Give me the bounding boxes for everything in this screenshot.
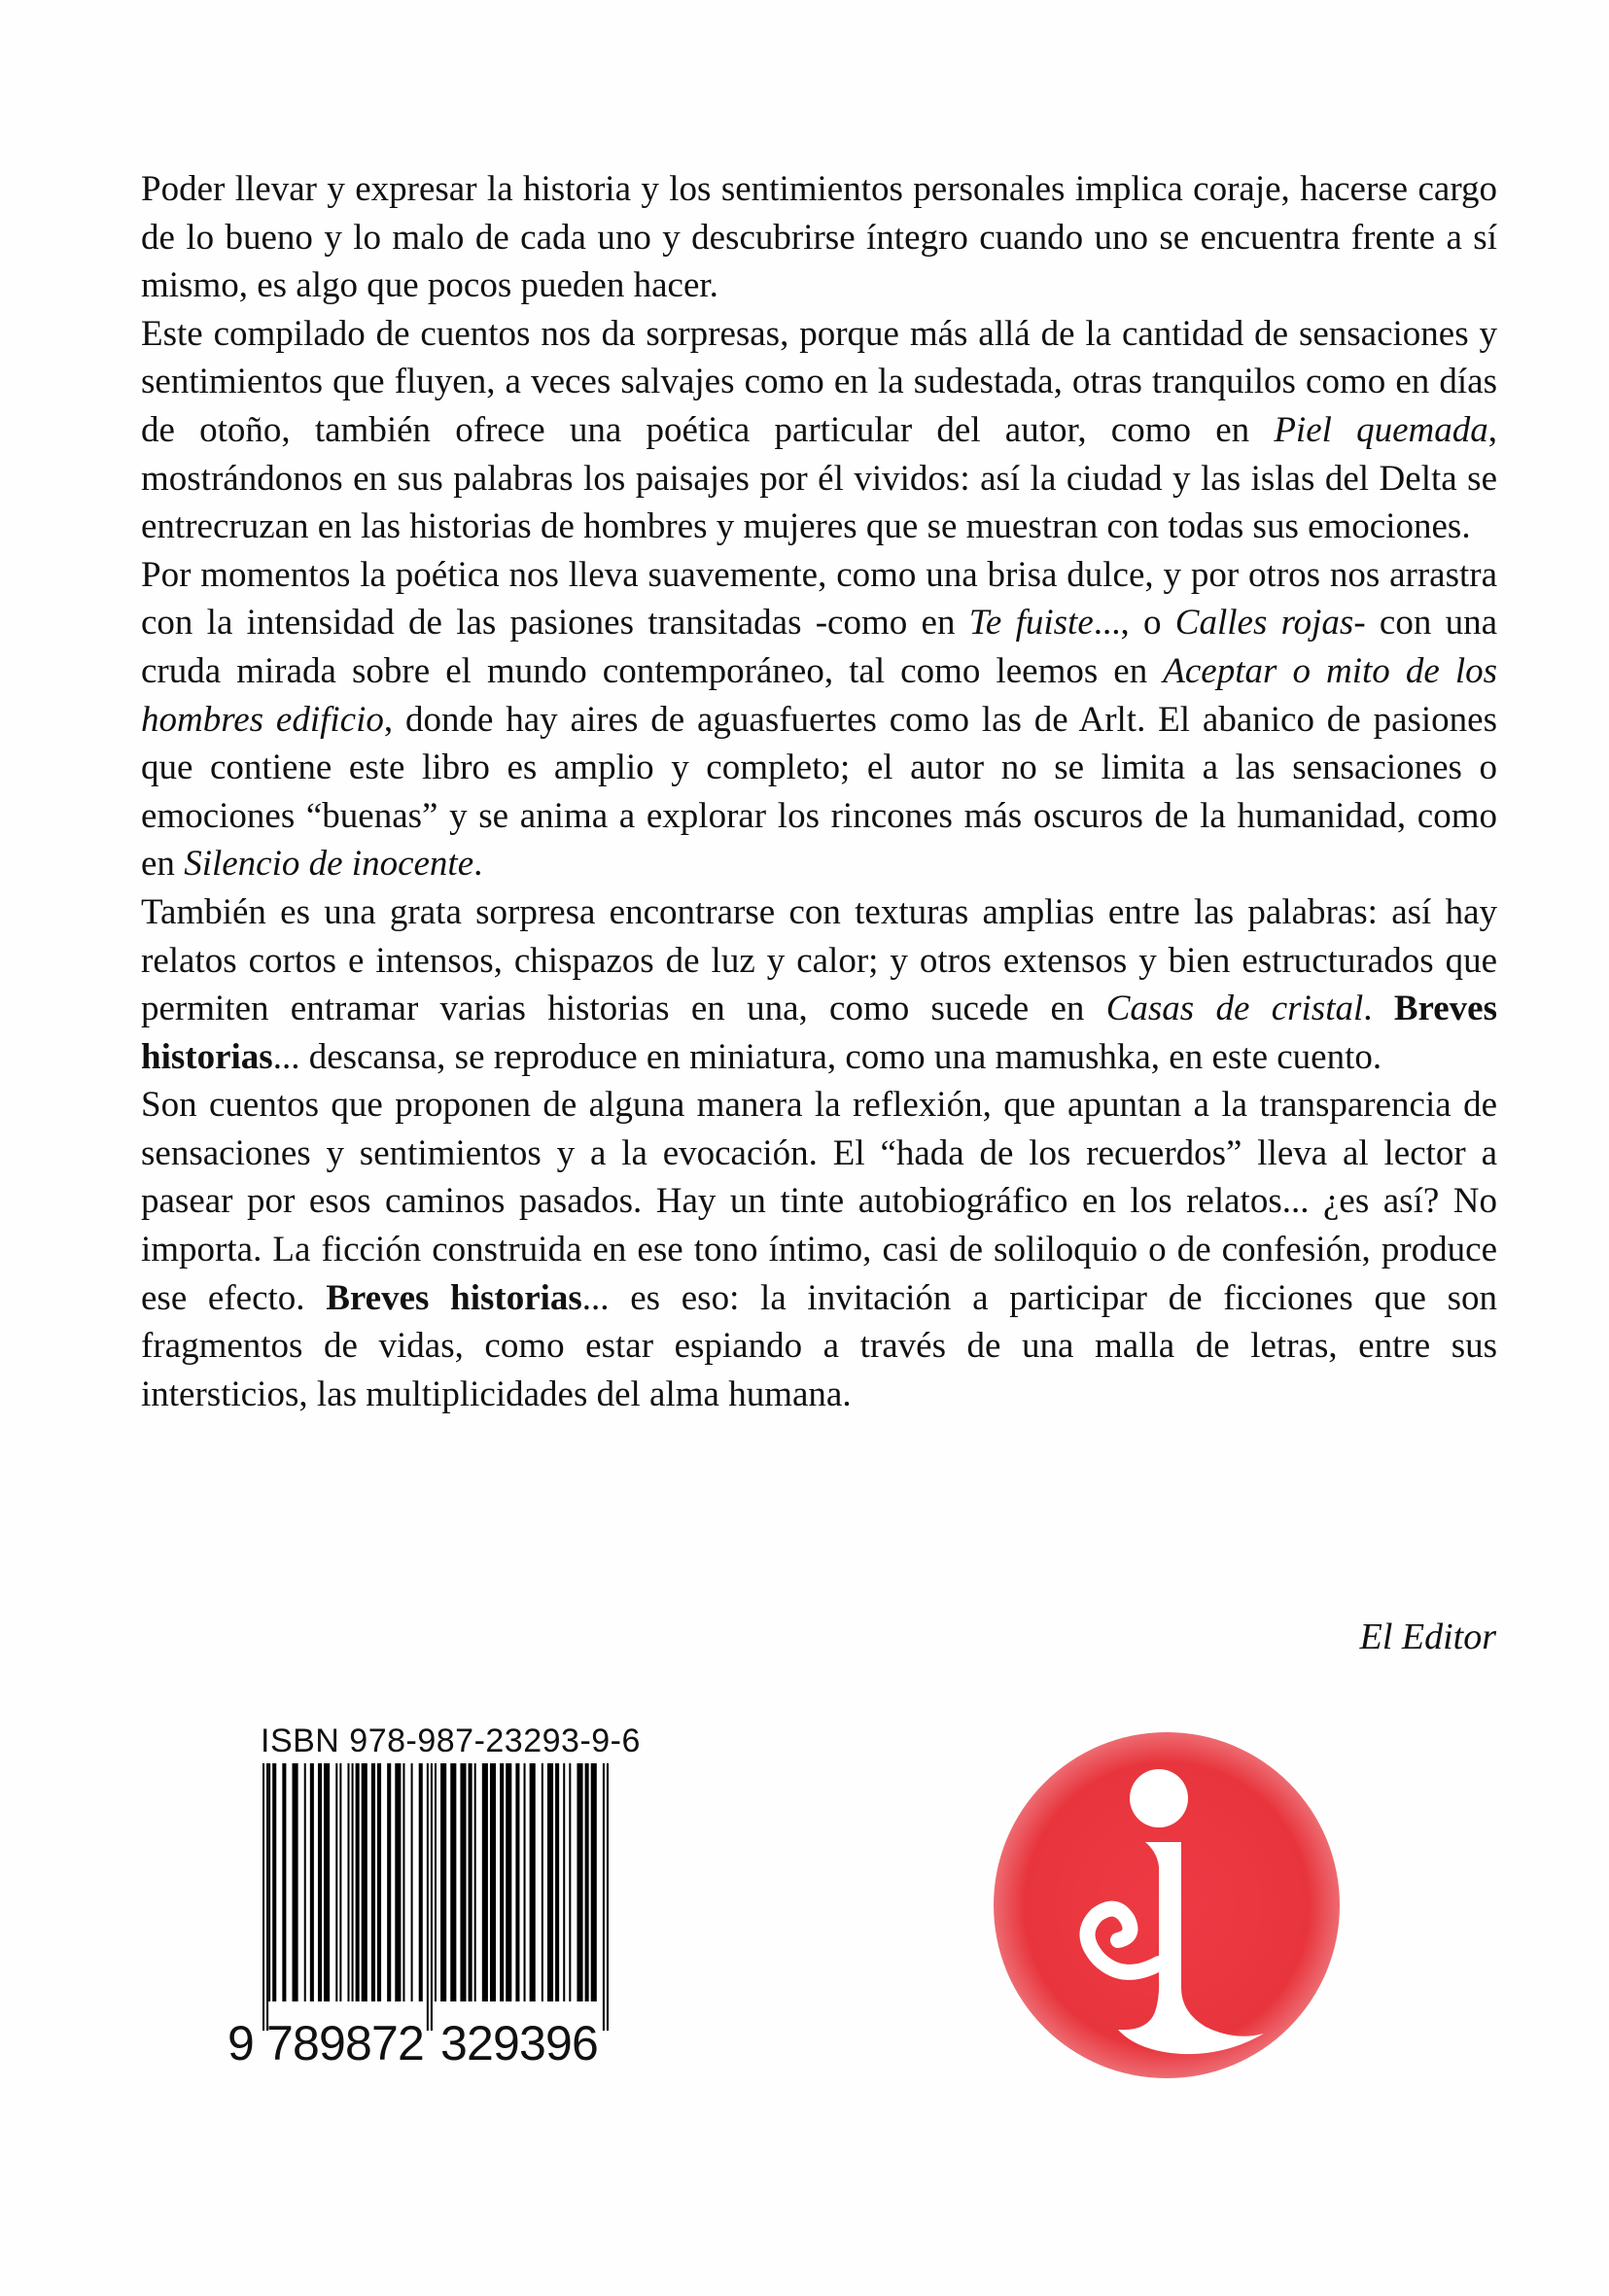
paragraph: [141, 165, 1497, 310]
barcode-bar: [318, 1763, 322, 2001]
text-run: .: [473, 844, 483, 885]
barcode-bar: [431, 1763, 433, 2031]
barcode-bar: [435, 1763, 437, 2001]
story-title: Te fuiste: [968, 603, 1094, 644]
barcode-digit: 2: [398, 2016, 425, 2070]
barcode-bar: [563, 1763, 565, 2001]
barcode-bar: [266, 1763, 268, 2031]
barcode-bar: [427, 1763, 429, 2031]
barcode-digit: 9: [545, 2016, 573, 2070]
barcode-bar: [577, 1763, 582, 2001]
text-run: También es una grata sorpresa encontrarse con texturas amplias entre las palabras: así hay relatos cortos e intensos, chispazos de luz y calor; y otros extensos y bien estructurados que permiten entramar varias historias en una, como sucede en: [141, 891, 1497, 1029]
text-run: , mostrándonos en sus palabras los paisajes por él vividos: así la ciudad y las islas del Delta se entrecruzan en las historias de hombres y mujeres que se muestran con todas sus emociones.: [141, 409, 1497, 547]
barcode-bar: [304, 1763, 306, 2001]
barcode-digit: 9: [227, 2016, 255, 2070]
barcode-digit: 3: [519, 2016, 546, 2070]
barcode-digit: 9: [493, 2016, 520, 2070]
barcode-bar: [272, 1763, 276, 2001]
book-title: Breves historias: [141, 989, 1497, 1077]
barcode-bar: [469, 1763, 472, 2001]
barcode-bar: [324, 1763, 330, 2001]
barcode-bar: [371, 1763, 375, 2001]
barcode-bar: [490, 1763, 496, 2001]
barcode-bar: [262, 1763, 264, 2031]
barcode-bar: [585, 1763, 589, 2001]
barcode-digit: 8: [293, 2016, 320, 2070]
barcode-bar: [402, 1763, 404, 2001]
barcode-bar: [356, 1763, 360, 2001]
barcode-bar: [362, 1763, 367, 2001]
barcode-bar: [500, 1763, 504, 2001]
story-title: Calles rojas: [1174, 603, 1354, 644]
barcode-bar: [607, 1763, 609, 2031]
barcode-bar: [569, 1763, 571, 2001]
barcode-bar: [347, 1763, 349, 2001]
story-title: Casas de cristal: [1105, 989, 1364, 1029]
paragraph: [141, 888, 1497, 1081]
barcode-digit: 7: [371, 2016, 399, 2070]
barcode-bar: [460, 1763, 466, 2001]
barcode-bar: [547, 1763, 553, 2001]
isbn-label: ISBN 978-987-23293-9-6: [261, 1722, 641, 1759]
barcode-bar: [524, 1763, 526, 2001]
barcode-bar: [603, 1763, 605, 2031]
barcode-bar: [515, 1763, 519, 2001]
publisher-logo-j-icon: [982, 1721, 1351, 2090]
barcode-bar: [339, 1763, 341, 2001]
barcode-digit: 2: [467, 2016, 494, 2070]
barcode-bar: [387, 1763, 391, 2001]
editor-signature: El Editor: [1359, 1617, 1496, 1657]
barcode-bar: [530, 1763, 536, 2001]
barcode-digit: 9: [319, 2016, 346, 2070]
paragraph: [141, 551, 1497, 888]
barcode-bar: [335, 1763, 337, 2001]
text-run: ... descansa, se reproduce en miniatura, como una mamushka, en este cuento.: [272, 1036, 1382, 1077]
barcode-bar: [352, 1763, 354, 2001]
barcode-digit: 3: [440, 2016, 468, 2070]
barcode-bar: [542, 1763, 543, 2001]
barcode-bar: [474, 1763, 476, 2001]
barcode-bar: [419, 1763, 423, 2001]
back-cover-text: [141, 165, 1497, 1418]
story-title: Aceptar o mito de los hombres edificio: [141, 650, 1497, 740]
text-run: ..., o: [1093, 603, 1175, 644]
barcode-bar: [482, 1763, 488, 2001]
barcode-bar: [450, 1763, 456, 2001]
book-title: Breves historias: [326, 1277, 582, 1318]
barcode-bar: [282, 1763, 286, 2001]
isbn-barcode: [261, 1763, 611, 2031]
barcode-bar: [268, 1763, 270, 2001]
text-run: Poder llevar y expresar la historia y los sentimientos personales implica coraje, hacerse cargo de lo bueno y lo malo de cada uno y descubrirse íntegro cuando uno se encuentra frente a sí mismo, es algo que pocos pueden hacer.: [141, 169, 1497, 306]
barcode-bar: [591, 1763, 597, 2001]
text-run: ... es eso: la invitación a participar de ficciones que son fragmentos de vidas, como estar espiando a través de una malla de letras, entre sus intersticios, las multiplicidades del alma humana.: [141, 1277, 1497, 1414]
barcode-bar: [395, 1763, 401, 2001]
paragraph: [141, 310, 1497, 551]
barcode-bar: [440, 1763, 446, 2001]
barcode-digit: 8: [345, 2016, 372, 2070]
barcode-bar: [411, 1763, 413, 2001]
text-run: , donde hay aires de aguasfuertes como las de Arlt. El abanico de pasiones que contiene este libro es amplio y completo; el autor no se limita a las sensaciones o emociones “buenas” y se anima a explorar los rincones más oscuros de la humanidad, como en: [141, 699, 1497, 885]
paragraph: [141, 1081, 1497, 1418]
barcode-bar: [377, 1763, 381, 2001]
barcode-bar: [310, 1763, 314, 2001]
text-run: Por momentos la poética nos lleva suavemente, como una brisa dulce, y por otros nos arrastra con la intensidad de las pasiones transitadas -como en: [141, 554, 1497, 644]
barcode-digit: 6: [572, 2016, 599, 2070]
text-run: Son cuentos que proponen de alguna manera la reflexión, que apuntan a la transparencia de sensaciones y sentimientos y a la evocación. El “hada de los recuerdos” lleva al lector a pasear por esos caminos pasados. Hay un tinte autobiográfico en los relatos... ¿es así? No importa. La ficción construida en ese tono íntimo, casi de soliloquio o de confesión, produce ese efecto.: [141, 1085, 1497, 1318]
text-run: .: [1363, 989, 1394, 1029]
barcode-digit: 7: [266, 2016, 294, 2070]
story-title: Silencio de inocente: [184, 844, 474, 885]
story-title: Piel quemada: [1274, 409, 1488, 450]
text-run: - con una cruda mirada sobre el mundo contemporáneo, tal como leemos en: [141, 603, 1498, 691]
barcode-bar: [506, 1763, 511, 2001]
barcode-bar: [555, 1763, 559, 2001]
text-run: Este compilado de cuentos nos da sorpresas, porque más allá de la cantidad de sensaciones y sentimientos que fluyen, a veces salvajes como en la sudestada, otras tranquilos como en días de otoño, también ofrece una poética particular del autor, como en: [141, 313, 1497, 450]
barcode-bar: [293, 1763, 298, 2001]
